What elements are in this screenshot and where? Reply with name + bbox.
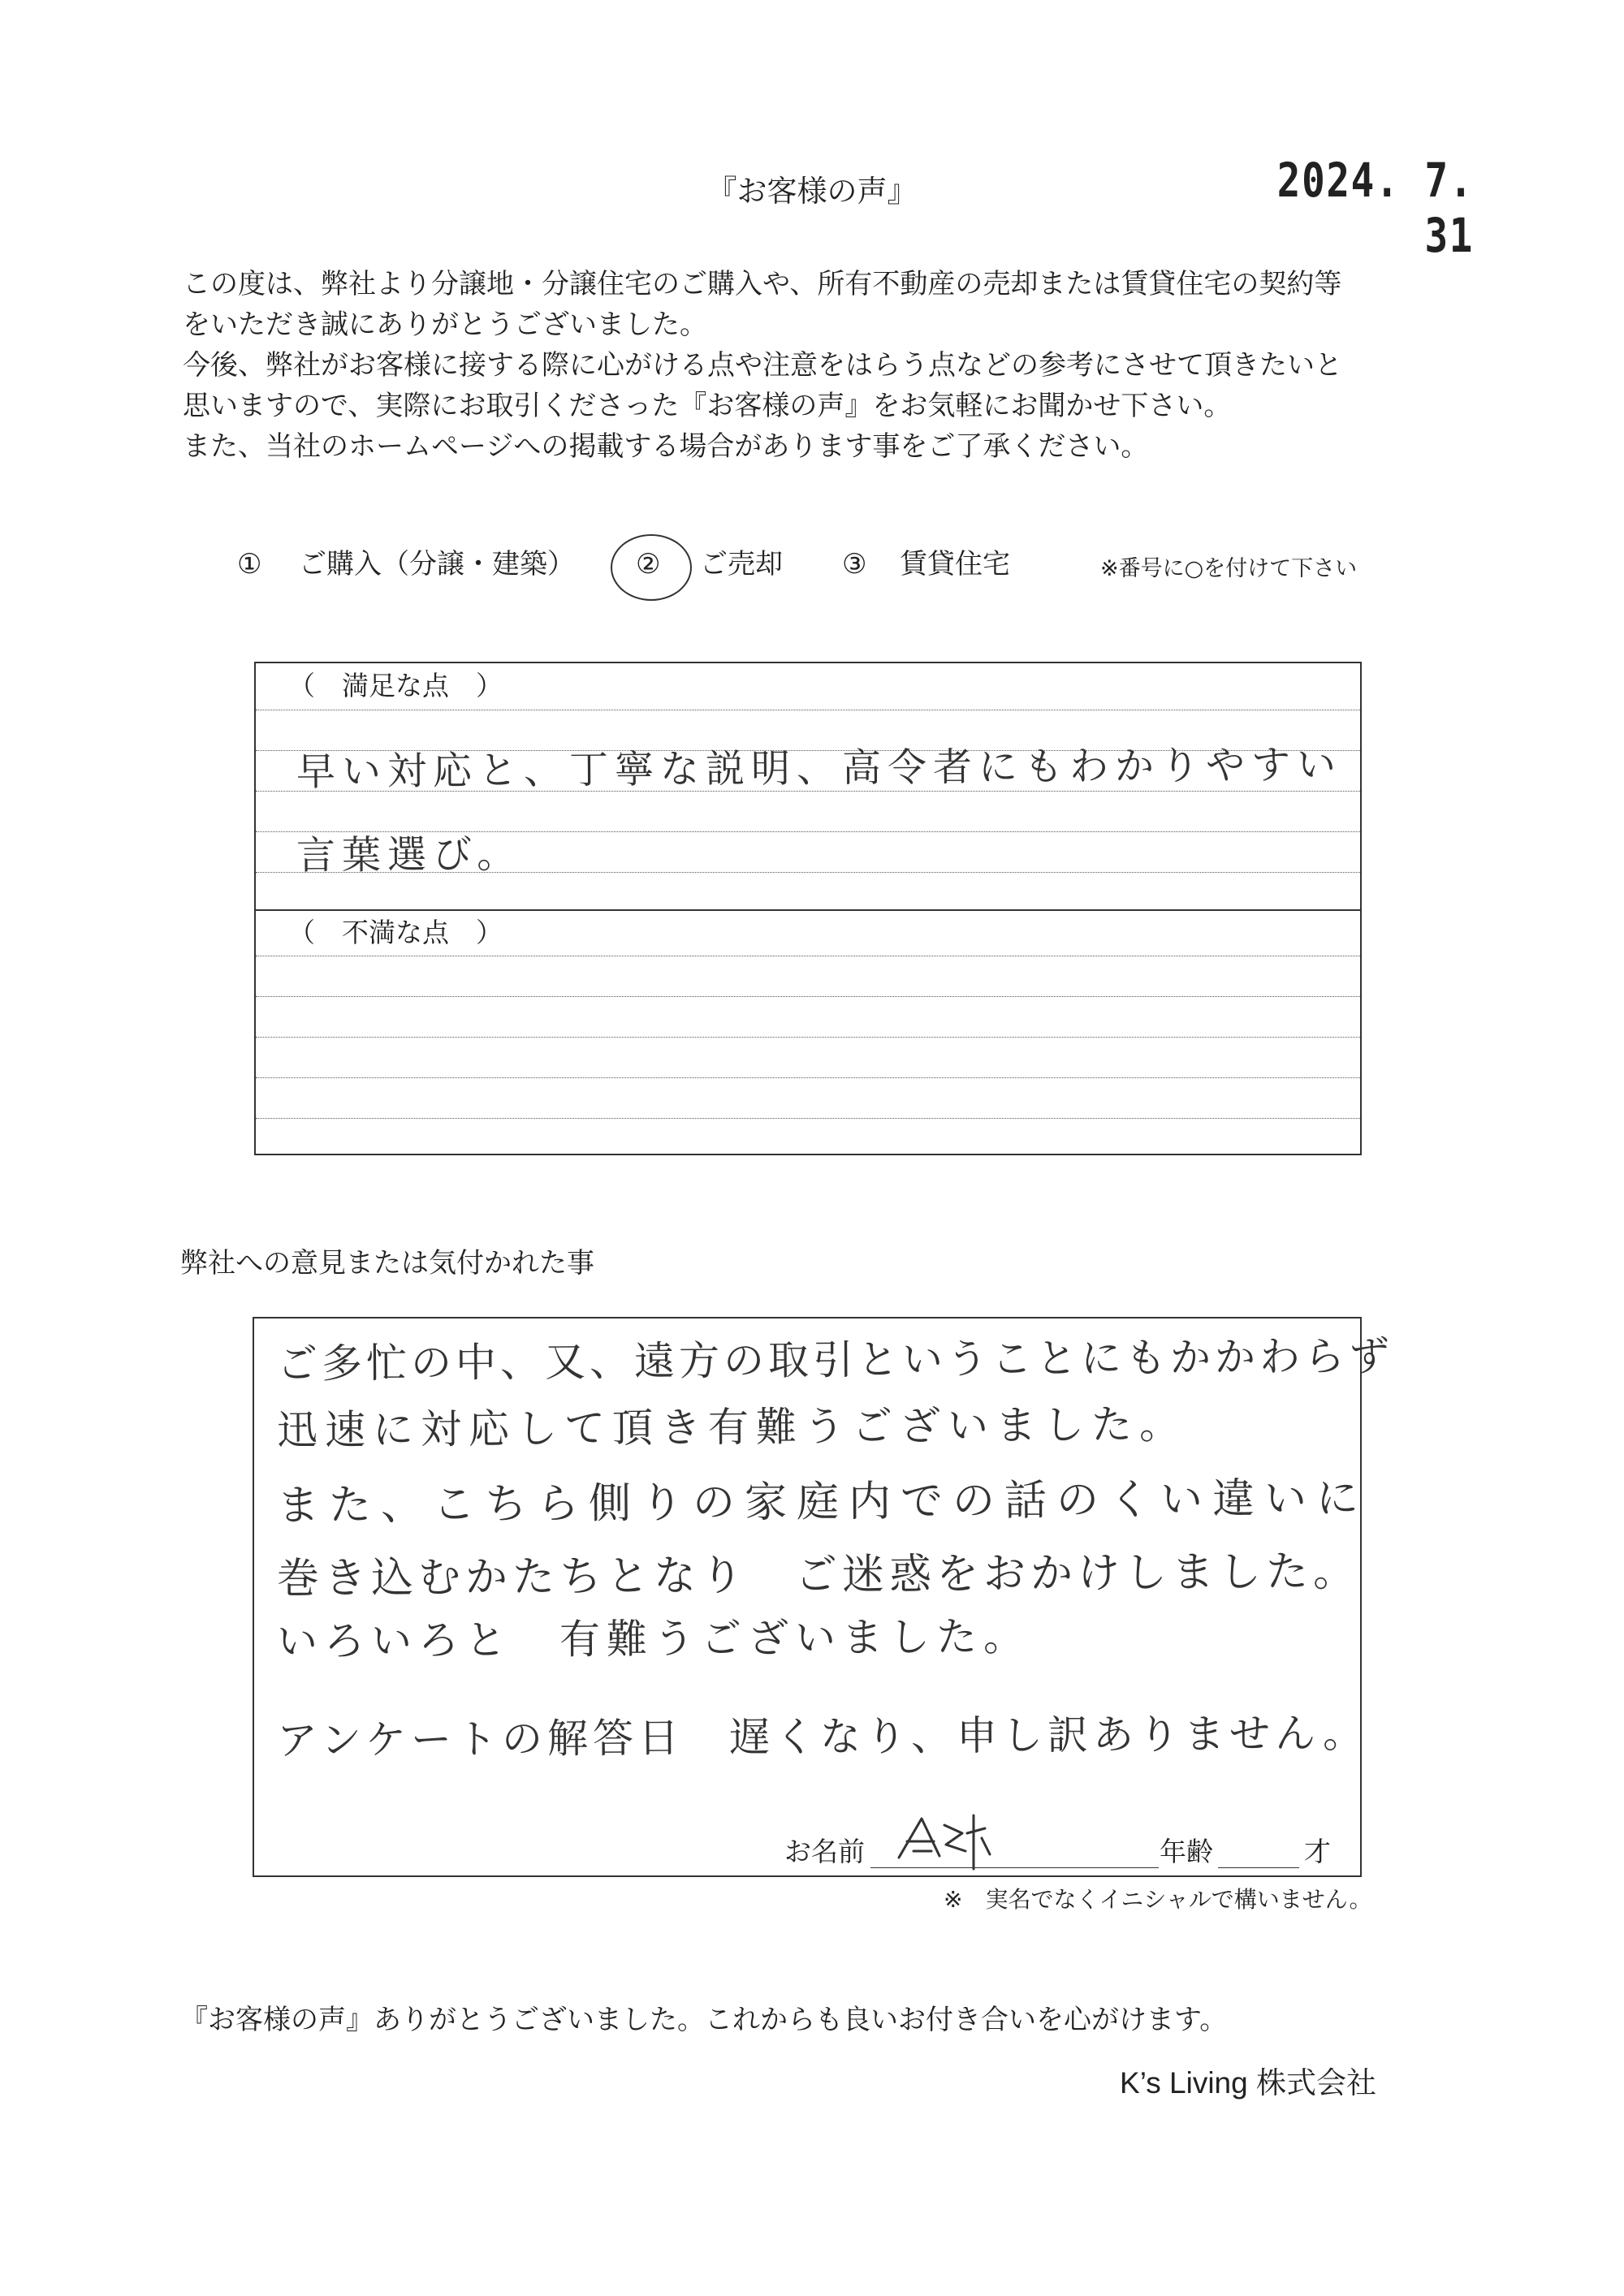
transaction-type-row <box>0 544 1624 593</box>
opinion-handwritten-line: また、こちら側りの家庭内での話のくい違いに <box>276 1474 1369 1530</box>
ruled-line <box>256 1118 1360 1119</box>
form-title: 『お客様の声』 <box>706 174 918 209</box>
ruled-line <box>256 996 1360 997</box>
opinion-handwritten-line: アンケートの解答日 遅くなり、申し訳ありません。 <box>276 1709 1369 1764</box>
intro-line: をいただき誠にありがとうございました。 <box>183 309 707 341</box>
initial-note: ※ 実名でなくイニシャルで構いません。 <box>944 1886 1372 1913</box>
form-date: 2024. 7. 31 <box>1276 153 1474 263</box>
ruled-line <box>256 1037 1360 1038</box>
satisfied-handwritten-line: 早い対応と、丁寧な説明、高令者にもわかりやすい <box>296 742 1343 795</box>
opinions-heading: 弊社への意見または気付かれた事 <box>180 1247 594 1280</box>
opinion-handwritten-line: ご多忙の中、又、遠方の取引ということにもかかわらず <box>276 1332 1394 1388</box>
satisfaction-box <box>254 662 1362 1155</box>
option-label-purchase: ご購入（分譲・建築） <box>299 548 575 580</box>
intro-line: また、当社のホームページへの掲載する場合があります事をご了承ください。 <box>183 430 1149 463</box>
satisfied-handwritten-line: 言葉選び。 <box>296 831 523 878</box>
section-divider <box>256 909 1360 911</box>
option-number-rental[interactable]: ③ <box>842 548 867 580</box>
option-label-rental: 賃貸住宅 <box>900 548 1010 580</box>
satisfied-label: （ 満足な点 ） <box>288 670 503 701</box>
option-number-sale[interactable]: ② <box>636 548 661 580</box>
ruled-line <box>256 1077 1360 1078</box>
company-name: K’s Living 株式会社 <box>1120 2066 1376 2100</box>
intro-line: この度は、弊社より分譲地・分譲住宅のご購入や、所有不動産の売却または賃貸住宅の契約等 <box>183 268 1342 300</box>
option-label-sale: ご売却 <box>700 548 783 580</box>
circle-instruction-note: ※番号に○を付けて下さい <box>1100 556 1358 581</box>
age-field-line <box>1218 1867 1299 1868</box>
age-unit: 才 <box>1304 1836 1331 1867</box>
intro-line: 思いますので、実際にお取引くださった『お客様の声』をお気軽にお聞かせ下さい。 <box>183 390 1232 422</box>
opinion-handwritten-line: いろいろと 有難うございました。 <box>276 1612 1031 1665</box>
age-label: 年齢 <box>1160 1836 1213 1867</box>
opinion-handwritten-line: 迅速に対応して頂き有難うございました。 <box>276 1400 1188 1454</box>
opinion-handwritten-line: 巻き込むかたちとなり ご迷惑をおかけしました。 <box>276 1547 1361 1603</box>
closing-message: 『お客様の声』ありがとうございました。これからも良いお付き合いを心がけます。 <box>180 2004 1228 2036</box>
intro-line: 今後、弊社がお客様に接する際に心がける点や注意をはらう点などの参考にさせて頂きたいと <box>183 349 1342 382</box>
handwritten-signature <box>889 1809 1011 1874</box>
intro-text <box>183 264 1466 467</box>
name-label: お名前 <box>784 1836 865 1867</box>
option-number-purchase[interactable]: ① <box>237 548 262 580</box>
opinions-box <box>253 1317 1394 1877</box>
unsatisfied-label: （ 不満な点 ） <box>288 917 503 948</box>
